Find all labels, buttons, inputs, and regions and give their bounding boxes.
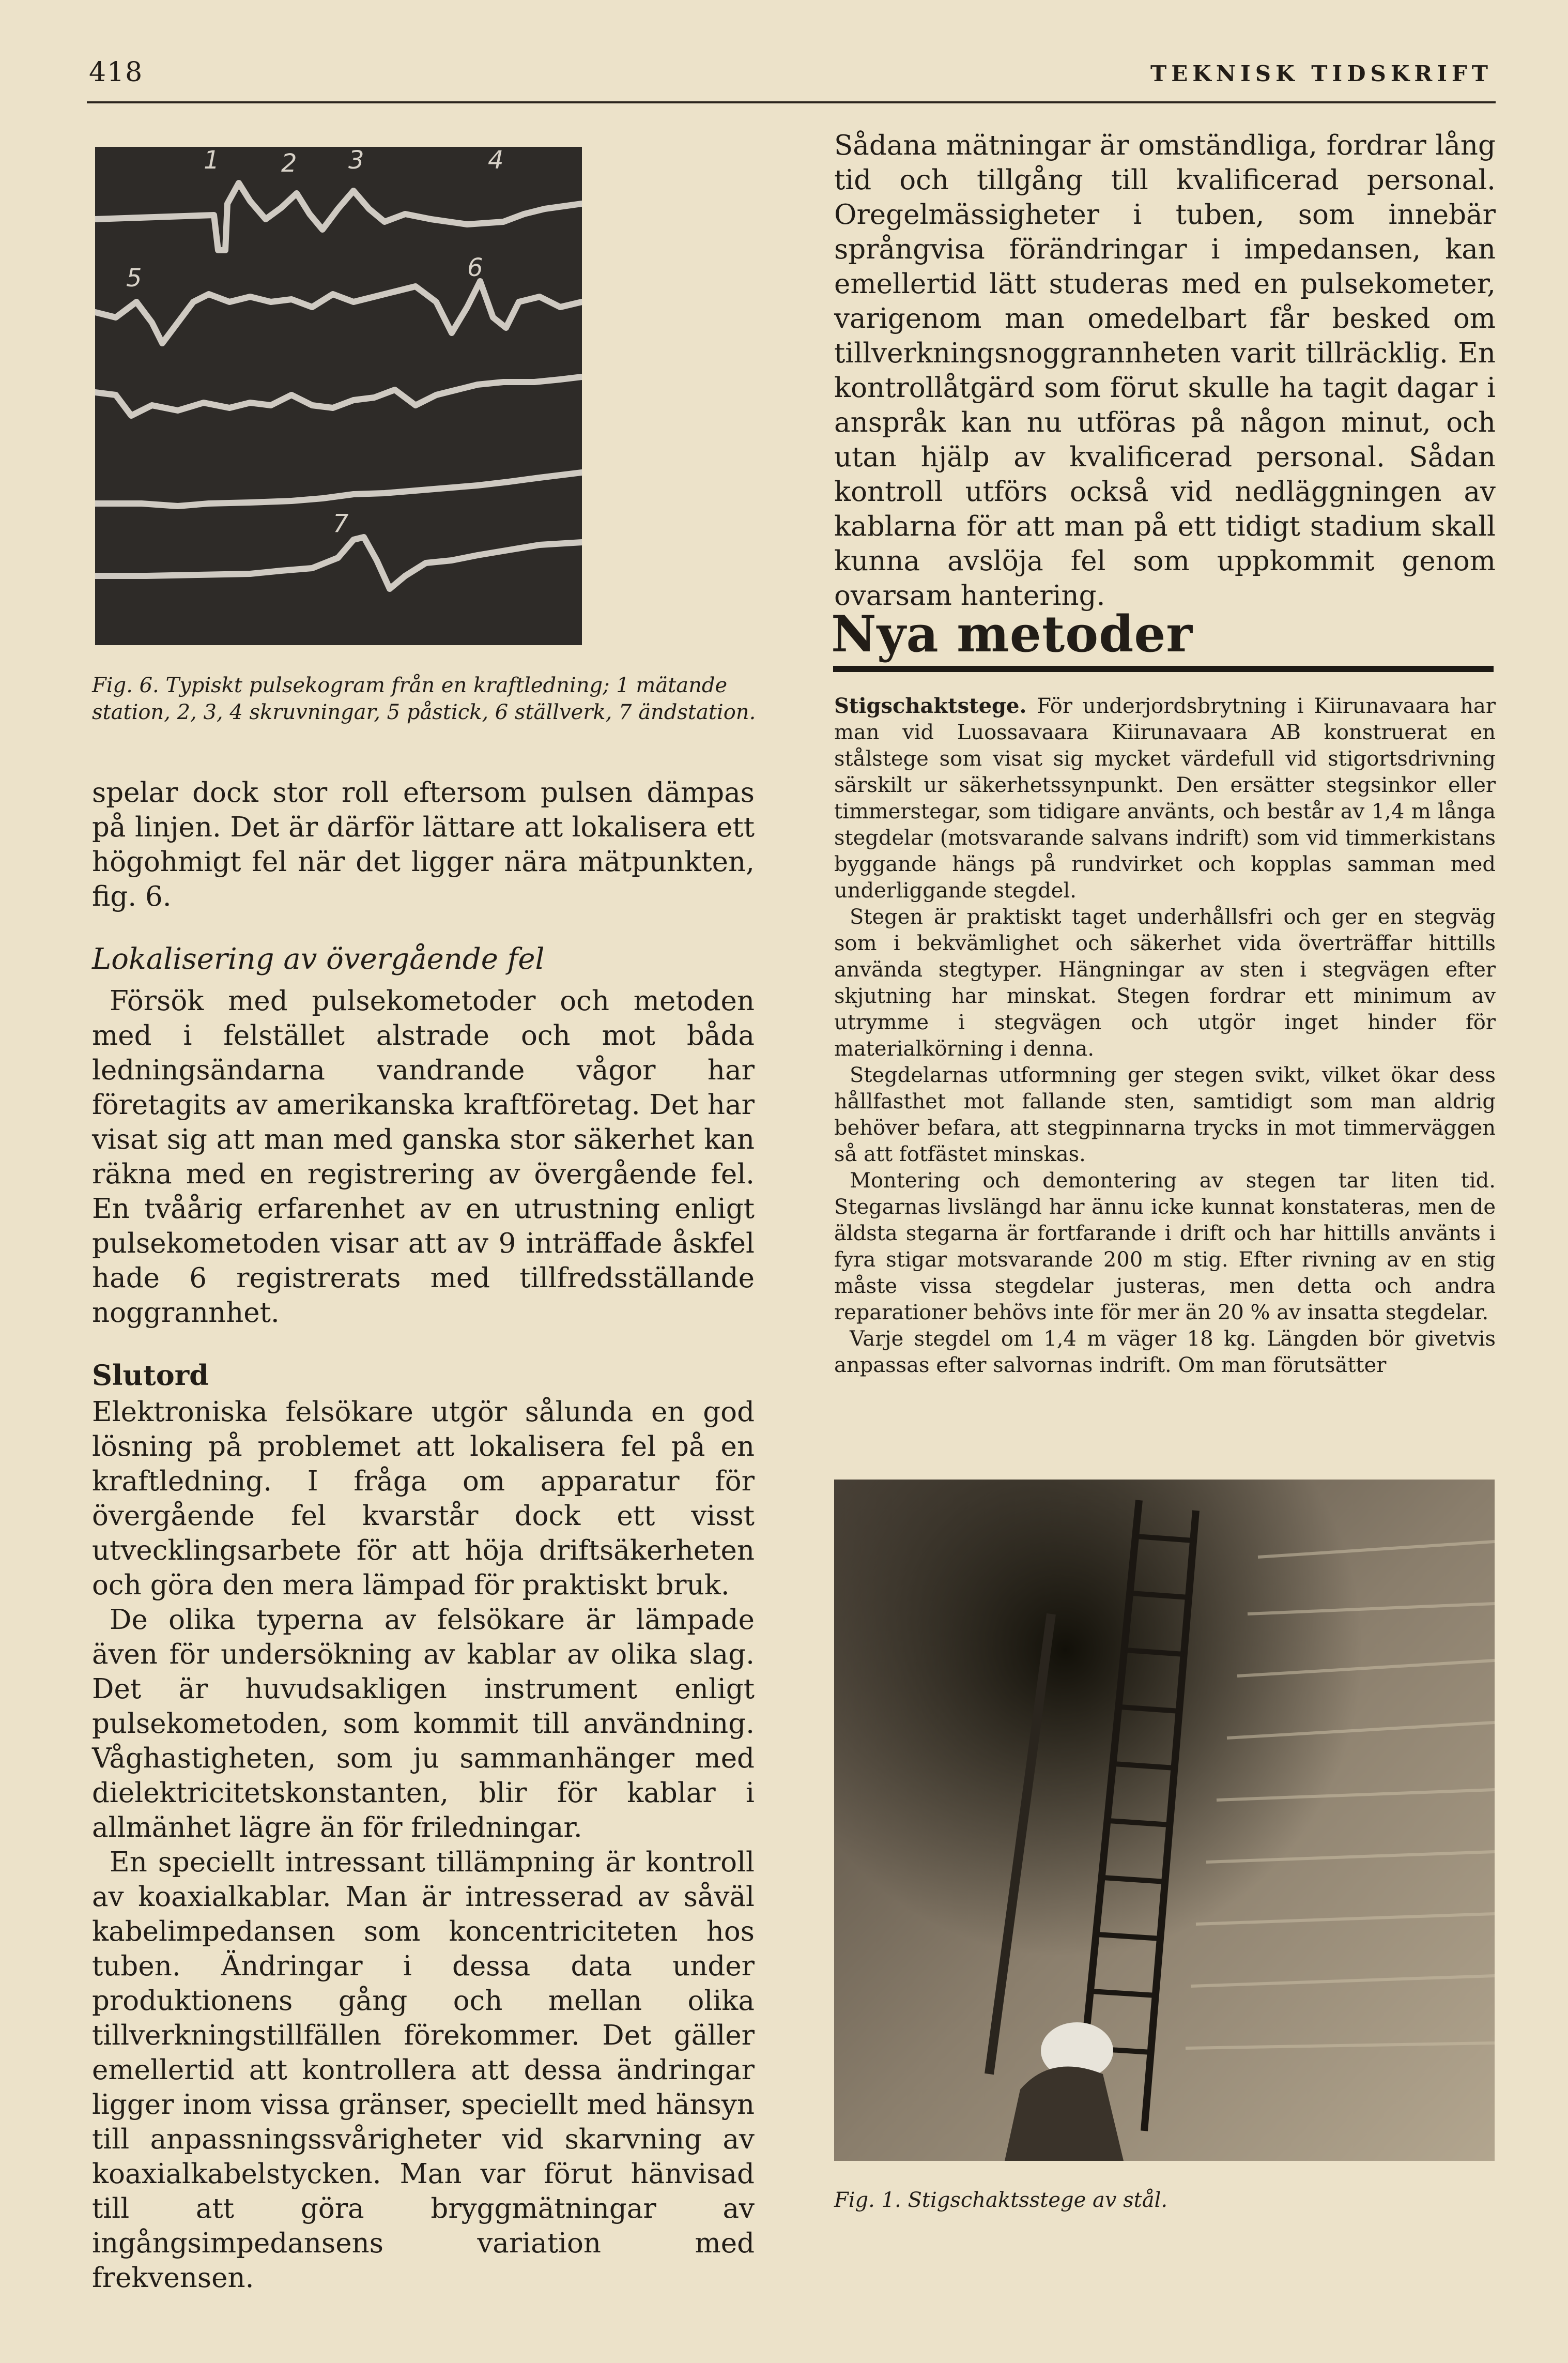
pulse-echogram-figure bbox=[95, 147, 582, 645]
ladder-article bbox=[834, 693, 1496, 1379]
ladder-paragraph: Montering och demontering av stegen tar liten tid. Stegarnas livslängd har ännu icke kunnat konstateras, men de äldsta stegarna är fortfarande i drift och har hittills använts i fyra stigar motsvarande 200 m stig. Efter rivning av en stig måste vissa stegdelar justeras, men detta och andra reparationer behövs inte för mer än 20 % av insatta stegdelar. bbox=[834, 1169, 1496, 1324]
right-column-top bbox=[834, 128, 1496, 613]
heading-rule bbox=[833, 666, 1494, 672]
ladder-photo bbox=[834, 1480, 1495, 2161]
fig6-label-7: 7 bbox=[333, 509, 349, 538]
right-paragraph: Sådana mätningar är omständliga, fordrar lång tid och tillgång till kvalificerad personal. Oregelmässigheter i tuben, som innebär språngvisa förändringar i impedansen, kan emellertid lätt studeras med en pulsekometer, varigenom man omedelbart får besked om tillverkningsnoggrannheten varit tillräcklig. En kontrollåtgärd som förut skulle ha tagit dagar i anspråk kan nu utföras på någon minut, och utan hjälp av kvalificerad personal. Sådan kontroll utförs också vid nedläggningen av kablarna för att man på ett tidigt stadium skall kunna avslöja fel som uppkommit genom ovarsam hantering. bbox=[834, 130, 1496, 612]
fig6-label-4: 4 bbox=[488, 147, 504, 175]
section-heading-new-methods: Nya metoder bbox=[831, 605, 1193, 663]
fig6-label-5: 5 bbox=[126, 264, 142, 293]
ladder-photo-illustration bbox=[834, 1480, 1495, 2161]
article-lead: Stigschaktstege. bbox=[834, 694, 1027, 718]
left-column bbox=[92, 775, 755, 2295]
left-paragraph: Försök med pulsekometoder och metoden med i felstället alstrade och mot båda ledningsändarna vandrande vågor har företagits av amerikanska kraftföretag. Det har visat sig att man med ganska stor säkerhet kan räkna med en registrering av övergående fel. En tvåårig erfarenhet av en utrustning enligt pulsekometoden visar att av 9 inträffade åskfel hade 6 registrerats med tillfredsställande noggrannhet. bbox=[92, 985, 755, 1329]
left-paragraph: spelar dock stor roll eftersom pulsen dämpas på linjen. Det är därför lättare att lokalisera ett högohmigt fel när det ligger nära mätpunkten, fig. 6. bbox=[92, 777, 755, 912]
journal-title: TEKNISK TIDSKRIFT bbox=[1150, 61, 1493, 86]
fig1-caption: Fig. 1. Stigschaktsstege av stål. bbox=[834, 2188, 1168, 2212]
ladder-paragraph: Stigschaktstege. För underjordsbrytning i Kiirunavaara har man vid Luossavaara Kiirunavaara AB konstruerat en stålstege som visat sig mycket värdefull vid stigortsdrivning särskilt ur säkerhetssynpunkt. Den ersätter stegsinkor eller timmerstegar, som tidigare använts, och består av 1,4 m långa stegdelar (motsvarande salvans indrift) som vid timmerkistans byggande hängs på rundvirket och kopplas samman med underliggande stegdel. bbox=[834, 694, 1496, 903]
header-rule bbox=[87, 101, 1496, 103]
subheading-conclusion: Slutord bbox=[92, 1359, 209, 1392]
fig6-label-2: 2 bbox=[281, 149, 297, 178]
left-paragraph: De olika typerna av felsökare är lämpade även för undersökning av kablar av olika slag. Det är huvudsakligen instrument enligt pulsekometoden, som kommit till användning. Våghastigheten, som ju sammanhänger med dielektricitetskonstanten, blir för kablar i allmänhet lägre än för friledningar. bbox=[92, 1604, 755, 1843]
subheading-transient-faults: Lokalisering av övergående fel bbox=[92, 942, 545, 976]
ladder-paragraph: Varje stegdel om 1,4 m väger 18 kg. Längden bör givetvis anpassas efter salvornas indrift. Om man förutsätter bbox=[834, 1327, 1496, 1377]
ladder-paragraph: Stegdelarnas utformning ger stegen svikt, vilket ökar dess hållfasthet mot fallande sten, samtidigt som man aldrig behöver befara, att stegpinnarna trycks in mot timmerväggen så att fotfästet minskas. bbox=[834, 1063, 1496, 1166]
page-number: 418 bbox=[89, 57, 144, 88]
fig6-label-1: 1 bbox=[204, 147, 220, 175]
pulse-echogram-traces bbox=[95, 147, 582, 645]
left-paragraph: En speciellt intressant tillämpning är kontroll av koaxialkablar. Man är intresserad av såväl kabelimpedansen som koncentriciteten hos tuben. Ändringar i dessa data under produktionens gång och mellan olika tillverkningstillfällen förekommer. Det gäller emellertid att kontrollera att dessa ändringar ligger inom vissa gränser, speciellt med hänsyn till anpassningssvårigheter vid skarvning av koaxialkabelstycken. Man var förut hänvisad till att göra bryggmätningar av ingångsimpedansens variation med frekvensen. bbox=[92, 1847, 755, 2294]
fig6-label-6: 6 bbox=[467, 253, 483, 282]
fig6-caption: Fig. 6. Typiskt pulsekogram från en kraftledning; 1 mätande station, 2, 3, 4 skruvningar, 5 påstick, 6 ställverk, 7 ändstation. bbox=[92, 674, 756, 724]
ladder-paragraph: Stegen är praktiskt taget underhållsfri och ger en stegväg som i bekvämlighet och säkerhet vida överträffar hittills använda stegtyper. Hängningar av sten i stegvägen efter skjutning har minskat. Stegen fordrar ett minimum av utrymme i stegvägen och utgör inget hinder för materialkörning i denna. bbox=[834, 905, 1496, 1061]
left-paragraph: Elektroniska felsökare utgör sålunda en god lösning på problemet att lokalisera fel på en kraftledning. I fråga om apparatur för övergående fel kvarstår dock ett visst utvecklingsarbete för att höja driftsäkerheten och göra den mera lämpad för praktiskt bruk. bbox=[92, 1396, 755, 1601]
fig6-label-3: 3 bbox=[348, 147, 364, 175]
